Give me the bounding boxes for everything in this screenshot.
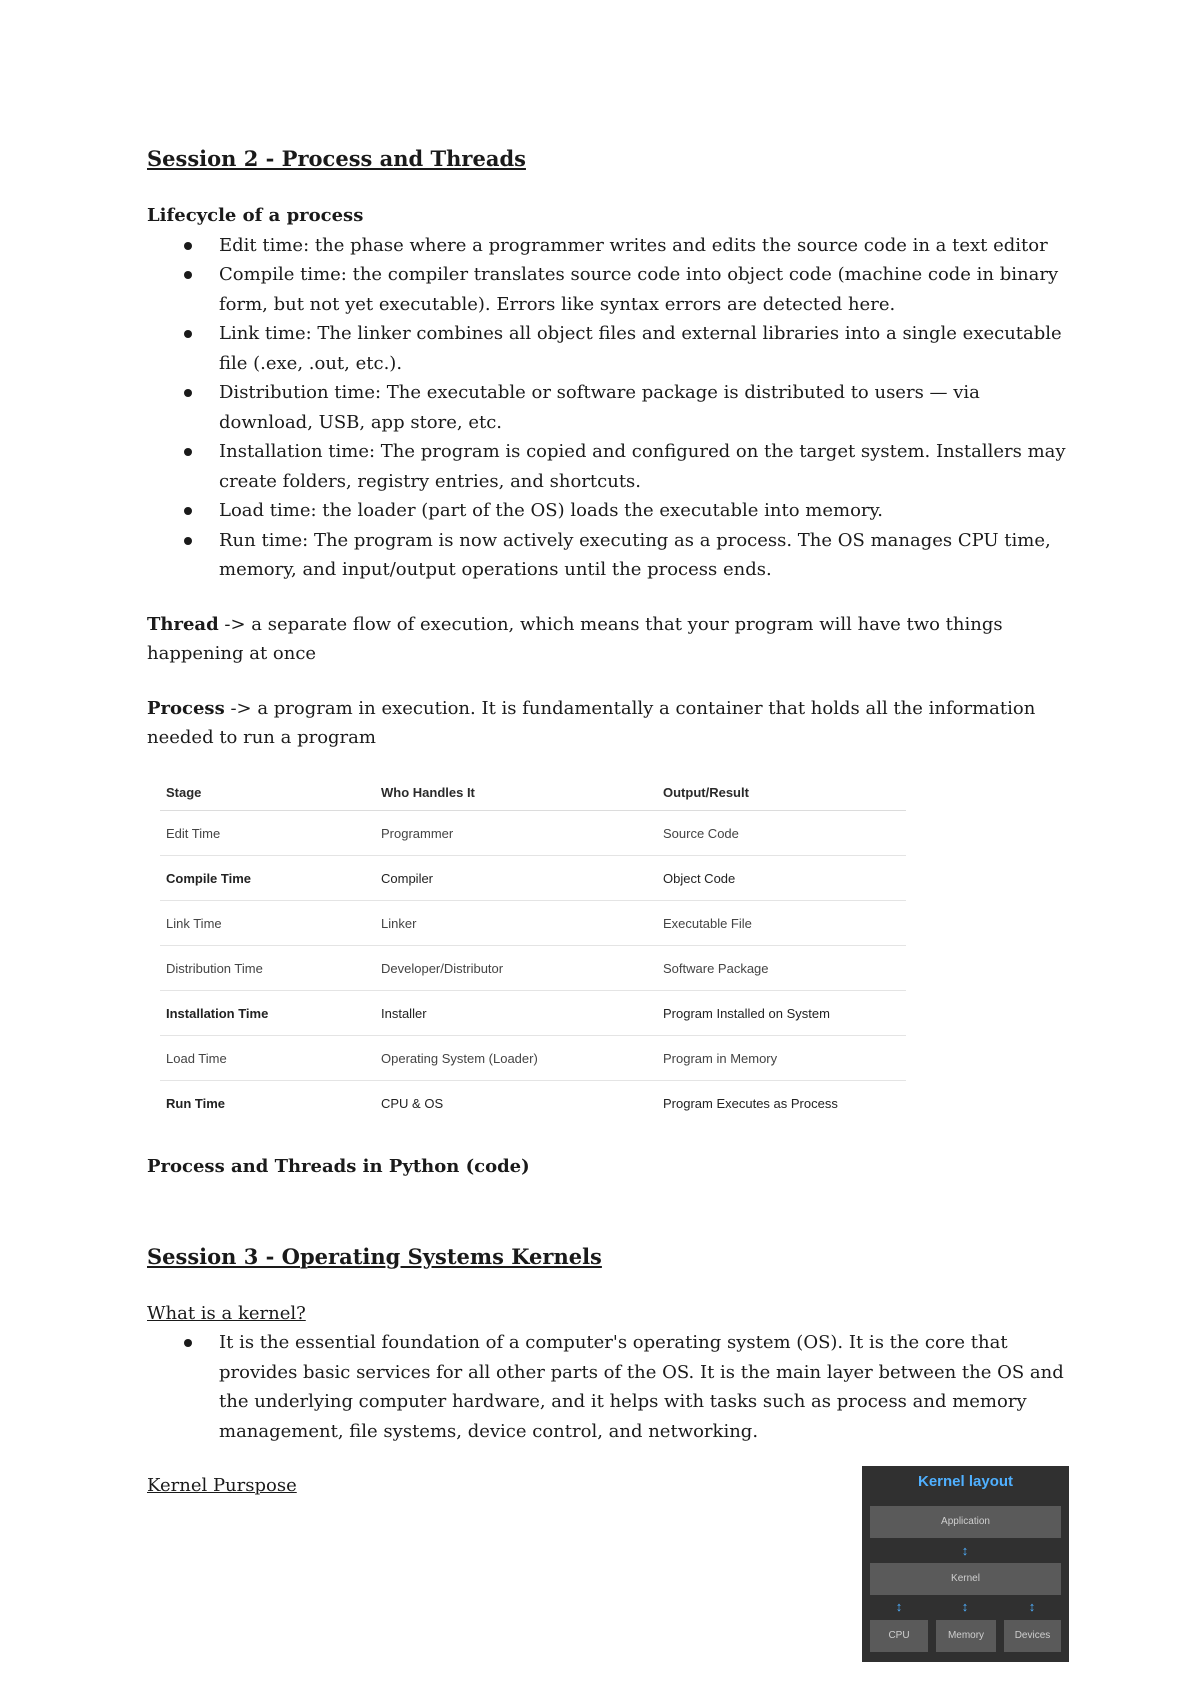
thread-term: Thread: [147, 613, 219, 635]
kernel-box: Kernel: [870, 1563, 1061, 1595]
table-cell: Compile Time: [160, 856, 375, 901]
table-cell: Installation Time: [160, 991, 375, 1036]
thread-definition: [147, 610, 1077, 669]
list-item: Compile time: the compiler translates source code into object code (machine code in binary form, but not yet executable). Errors like syntax errors are detected here.: [147, 260, 1077, 319]
table-cell: Developer/Distributor: [375, 946, 657, 991]
table-cell: Run Time: [166, 1095, 225, 1111]
list-item: Edit time: the phase where a programmer writes and edits the source code in a text editor: [147, 231, 1077, 261]
table-cell: Edit Time: [160, 811, 375, 856]
thread-def-text: -> a separate flow of execution, which means that your program will have two things happening at once: [147, 613, 1003, 664]
table-row: [160, 901, 906, 946]
document-page: [147, 142, 1077, 753]
table-cell: Program Executes as Process: [663, 1095, 838, 1111]
table-cell: Program Installed on System: [657, 991, 906, 1036]
table-row: [160, 946, 906, 991]
lifecycle-table: [160, 774, 906, 1125]
kernel-diagram-title: Kernel layout: [917, 1473, 1014, 1490]
table-row: [160, 856, 906, 901]
table-cell: Software Package: [657, 946, 906, 991]
table-cell: Executable File: [657, 901, 906, 946]
list-item: Distribution time: The executable or software package is distributed to users — via download, USB, app store, etc.: [147, 378, 1077, 437]
table-cell: Compiler: [375, 856, 657, 901]
table-row: [160, 991, 906, 1036]
table-row: [160, 811, 906, 856]
table-row: [160, 1036, 906, 1081]
session2-title: Session 2 - Process and Threads: [147, 146, 526, 171]
process-def-text: -> a program in execution. It is fundamentally a container that holds all the information needed to run a program: [147, 697, 1036, 748]
table-cell: Object Code: [657, 856, 906, 901]
process-definition: [147, 694, 1077, 753]
table-cell: Operating System (Loader): [375, 1036, 657, 1081]
document-lower: [147, 1152, 1077, 1501]
col-header-stage: Stage: [160, 774, 375, 811]
list-item: It is the essential foundation of a computer's operating system (OS). It is the core that provides basic services for all other parts of the OS. It is the main layer between the OS and the underlying computer hardware, and it helps with tasks such as process and memory management, file systems, device control, and networking.: [147, 1328, 1077, 1446]
table-cell: CPU & OS: [381, 1095, 444, 1111]
table-cell: Load Time: [160, 1036, 375, 1081]
table-cell: Installer: [375, 991, 657, 1036]
lifecycle-list: [147, 231, 1077, 585]
arrow-icon: ↕: [1028, 1599, 1036, 1614]
devices-box: Devices: [1004, 1620, 1061, 1652]
col-header-output: Output/Result: [657, 774, 906, 811]
kernel-layout-diagram: [862, 1466, 1069, 1662]
what-is-kernel-heading: What is a kernel?: [147, 1302, 306, 1324]
table-cell: Source Code: [657, 811, 906, 856]
arrow-icon: ↕: [961, 1599, 969, 1614]
list-item: Link time: The linker combines all object files and external libraries into a single executable file (.exe, .out, etc.).: [147, 319, 1077, 378]
lifecycle-heading: Lifecycle of a process: [147, 205, 364, 226]
cpu-box: CPU: [870, 1620, 928, 1652]
arrow-icon: ↕: [961, 1543, 969, 1558]
table-cell: Programmer: [375, 811, 657, 856]
table-cell: Link Time: [160, 901, 375, 946]
table-row: [160, 1081, 906, 1126]
table-header-row: [160, 774, 906, 811]
arrow-icon: ↕: [895, 1599, 903, 1614]
list-item: Run time: The program is now actively executing as a process. The OS manages CPU time, memory, and input/output operations until the process ends.: [147, 526, 1077, 585]
list-item: Load time: the loader (part of the OS) loads the executable into memory.: [147, 496, 1077, 526]
kernel-list: [147, 1328, 1077, 1446]
session3-title: Session 3 - Operating Systems Kernels: [147, 1243, 602, 1269]
application-box: Application: [870, 1506, 1061, 1538]
python-heading: Process and Threads in Python (code): [147, 1156, 530, 1177]
list-item: Installation time: The program is copied and configured on the target system. Installers may create folders, registry entries, and shortcuts.: [147, 437, 1077, 496]
table-cell: Distribution Time: [160, 946, 375, 991]
table-cell: Program in Memory: [657, 1036, 906, 1081]
memory-box: Memory: [936, 1620, 996, 1652]
col-header-who: Who Handles It: [375, 774, 657, 811]
table-cell: Linker: [375, 901, 657, 946]
process-term: Process: [147, 697, 225, 719]
kernel-purpose-heading: Kernel Purspose: [147, 1475, 297, 1496]
